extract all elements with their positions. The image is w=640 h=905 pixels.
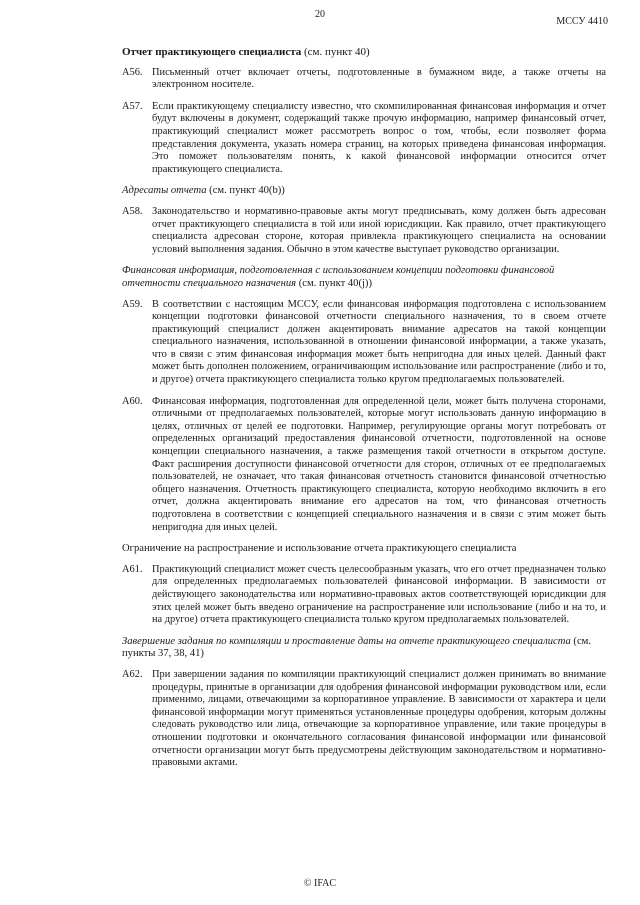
paragraph-text: Практикующий специалист может счесть целесообразным указать, что его отчет предназначен только для определенных предполагаемых пользователей финансовой информации. В зависимости от действующего законодательства или нормативно-правовых актов соответствующей юрисдикции для этих целей может быть введено ограничение на распространение или использование (либо и на то, и на другое) отчета практикующего специалиста только кругом предполагаемых пользователей. xyxy=(152,563,606,626)
paragraph-text: Законодательство и нормативно-правовые акты могут предписывать, кому должен быть адресован отчет практикующего специалиста в той или иной юрисдикции. Как правило, отчет практикующего специалиста адресован стороне, которая привлекла практикующего специалиста на основании условий выполнения задания. Обычно в этом качестве выступает руководство организации. xyxy=(152,205,606,255)
section-heading xyxy=(122,265,606,290)
paragraph xyxy=(122,67,606,92)
paragraph-text: Если практикующему специалисту известно, что скомпилированная финансовая информация и отчет будут включены в документ, содержащий также прочую информацию, например финансовый отчет, практикующий специалист может рассмотреть вопрос о том, чтобы, если позволяет форма представления документа, указать номера страниц, на которых приведена финансовая информация. Это поможет пользователям понять, к какой финансовой информации относится отчет практикующего специалиста. xyxy=(152,100,606,175)
paragraph xyxy=(122,396,606,535)
section-heading xyxy=(122,543,606,556)
standard-label: МССУ 4410 xyxy=(556,16,608,27)
section-heading xyxy=(122,46,606,59)
paragraph xyxy=(122,299,606,387)
heading-ref: (см. пункт 40(b)) xyxy=(206,185,285,197)
copyright-footer: © IFAC xyxy=(303,878,337,889)
heading-ref: (см. пункт 40(j)) xyxy=(296,277,372,289)
paragraph-number: A56. xyxy=(122,66,143,78)
paragraph-number: A60. xyxy=(122,395,143,407)
heading-title: Ограничение на распространение и использование отчета практикующего специалиста xyxy=(122,543,517,555)
paragraph-number: A59. xyxy=(122,298,143,310)
paragraph-text: Финансовая информация, подготовленная для определенной цели, может быть получена сторонами, отличными от предполагаемых пользователей, которые могут использовать данную информацию в целях, отличных от целей ее подготовки. Например, регулирующие органы могут потребовать от определенных организаций предоставления финансовой отчетности, подготовленной на основе концепции специального назначения, а также размещения такой отчетности в открытом доступе. Факт расширения доступности финансовой отчетности для сторон, отличных от ее предполагаемых пользователей, не означает, что такая финансовая отчетность становится финансовой отчетностью общего назначения. Отчетность практикующего специалиста, которую необходимо включить в его отчет, должна акцентировать внимание его адресатов на том, что финансовая отчетность подготовлена в соответствии с концепцией специального назначения и в связи с этим может быть непригодна для иных целей. xyxy=(152,395,606,533)
section-heading xyxy=(122,636,606,661)
heading-ref: (см. пункты 37, 38, 41) xyxy=(122,635,592,660)
paragraph-text: Письменный отчет включает отчеты, подготовленные в бумажном виде, а также отчеты на электронном носителе. xyxy=(152,66,606,91)
heading-title: Завершение задания по компиляции и проставление даты на отчете практикующего специалиста xyxy=(122,635,571,647)
paragraph-text: При завершении задания по компиляции практикующий специалист должен принимать во внимание процедуры, принятые в организации для одобрения финансовой информации руководством или, если применимо, лицами, отвечающими за корпоративное управление. В зависимости от характера и цели финансовой информации могут применяться установленные процедуры одобрения, которым должны следовать руководство или лица, отвечающие за корпоративное управление, или такие процедуры в отношении подготовки и окончательного согласования финансовой информации или финансовой отчетности организации могут быть предусмотрены действующим законодательством и нормативно-правовыми актами. xyxy=(152,668,606,769)
section-heading xyxy=(122,185,606,198)
page-number: 20 xyxy=(315,9,325,20)
heading-title: Финансовая информация, подготовленная с использованием концепции подготовки финансовой отчетности специального назначения xyxy=(122,265,555,289)
paragraph-number: A57. xyxy=(122,100,143,112)
heading-ref: (см. пункт 40) xyxy=(301,46,370,58)
paragraph-number: A61. xyxy=(122,563,143,575)
paragraph-number: A58. xyxy=(122,205,143,217)
paragraph-text: В соответствии с настоящим МССУ, если финансовая информация подготовлена с использованием концепции подготовки финансовой отчетности специального назначения, то в своем отчете практикующий специалист должен акцентировать внимание адресатов на такой концепции специального назначения, использованной в отношении финансовой информации, а также указать, что в связи с этим финансовая информация может быть непригодна для иных целей. Данный факт может быть дополнен положением, ограничивающим использование или распространение (либо и то, и другое) отчета практикующего специалиста только кругом предполагаемых пользователей. xyxy=(152,298,606,386)
heading-title: Отчет практикующего специалиста xyxy=(122,46,302,58)
paragraph xyxy=(122,101,606,177)
paragraph xyxy=(122,206,606,256)
paragraph xyxy=(122,669,606,770)
paragraph-number: A62. xyxy=(122,668,143,680)
heading-title: Адресаты отчета xyxy=(122,185,207,197)
paragraph xyxy=(122,564,606,627)
page-content xyxy=(122,46,606,779)
